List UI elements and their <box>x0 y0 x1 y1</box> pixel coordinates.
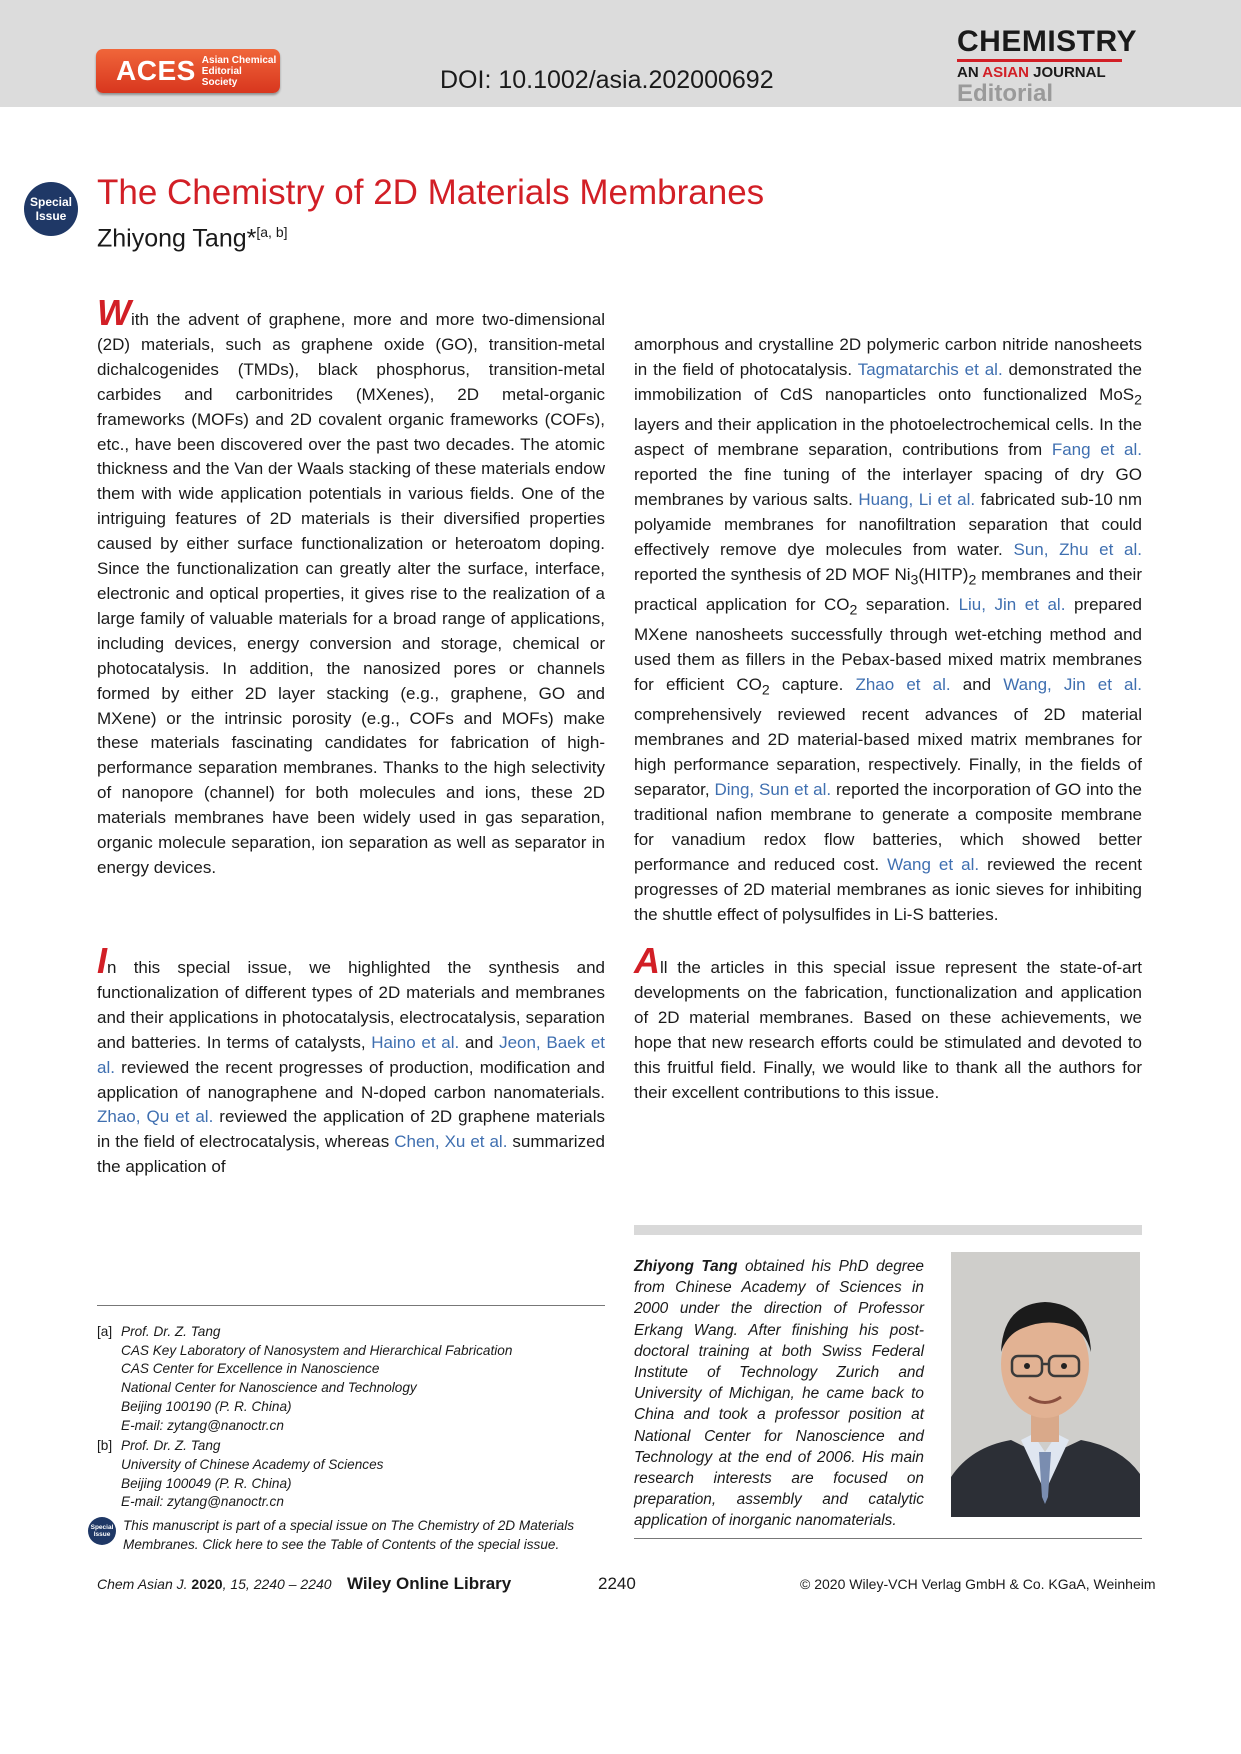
email-link-a[interactable]: E-mail: zytang@nanoctr.cn <box>121 1417 284 1433</box>
dropcap-i: I <box>97 940 108 981</box>
email-link-b[interactable]: E-mail: zytang@nanoctr.cn <box>121 1494 284 1510</box>
left-column-p1 <box>97 292 605 881</box>
doi-link[interactable]: DOI: 10.1002/asia.202000692 <box>440 66 774 94</box>
journal-logo-rule <box>957 59 1122 62</box>
affiliation-b: [b] Prof. Dr. Z. Tang University of Chinese Academy of Sciences Beijing 100049 (P. R. China) E-mail: zytang@nanoctr.cn <box>97 1437 617 1512</box>
right-column-p2 <box>634 940 1142 1105</box>
wiley-online-library-link[interactable]: Wiley Online Library <box>347 1574 512 1593</box>
bio-text: obtained his PhD degree from Chinese Academy of Sciences in 2000 under the direction of Professor Erkang Wang. After finishing his post-doctoral training at both Swiss Federal Institute of Technology Zurich and University of Michigan, he came back to China and took a professor position at National Center for Nanoscience and Technology at the end of 2006. His main research interests are focused on preparation, assembly and catalytic application of inorganic nanomaterials. <box>634 1258 924 1530</box>
footer-citation: Chem Asian J. 2020, 15, 2240 – 2240 <box>97 1576 332 1592</box>
bio-divider <box>634 1225 1142 1235</box>
paragraph-text: ith the advent of graphene, more and more two-dimensional (2D) materials, such as graphene oxide (GO), transition-metal dichalcogenides (TMDs), black phosphorus, transition-metal carbides and carbonitrides (MXenes), 2D metal-organic frameworks (MOFs) and 2D covalent organic frameworks (COFs), etc., have been discovered over the past two decades. The atomic thickness and the Van der Waals stacking of these materials endow them with wide application potentials in various fields. One of the intriguing features of 2D materials is their diversified properties caused by either surface functionalization or heteroatom doping. Since the functionalization can greatly alter the surface, interface, electronic and optical properties, it gives rise to the realization of a large family of valuable materials for a broad range of applications, including devices, energy conversion and storage, chemical or photocatalysis. In addition, the nanosized pores or channels formed by either 2D layer stacking (e.g., graphene, GO and MXene) or the intrinsic porosity (e.g., COFs and MOFs) make these materials fascinating candidates for fabrication of high-performance separation membranes. Thanks to the high selectivity of nanopore (channel) for both molecules and ions, these 2D materials membranes have been widely used in gas separation, organic molecule separation, ion separation as well as separator in energy devices. <box>97 310 605 877</box>
author-photo <box>951 1252 1140 1517</box>
dropcap-a: A <box>634 940 660 981</box>
special-issue-note[interactable] <box>88 1517 608 1554</box>
article-title: The Chemistry of 2D Materials Membranes <box>97 173 765 212</box>
special-issue-badge[interactable]: Special Issue <box>24 182 78 236</box>
ref-link-jeon-baek[interactable]: Jeon, Baek et al. <box>97 1032 606 1077</box>
ref-link-liu-jin[interactable]: Liu, Jin et al. <box>958 594 1066 614</box>
ref-link-zhao[interactable]: Zhao et al. <box>855 674 951 694</box>
copyright-notice: © 2020 Wiley-VCH Verlag GmbH & Co. KGaA, Weinheim <box>800 1576 1156 1592</box>
journal-logo-chemistry: CHEMISTRY <box>957 25 1138 58</box>
ref-link-sun-zhu[interactable]: Sun, Zhu et al. <box>1013 539 1142 559</box>
ref-link-wang-jin[interactable]: Wang, Jin et al. <box>1003 674 1143 694</box>
ref-link-wang[interactable]: Wang et al. <box>887 854 980 874</box>
footnote-divider <box>97 1305 605 1306</box>
affiliation-a: [a] Prof. Dr. Z. Tang CAS Key Laboratory of Nanosystem and Hierarchical Fabrication CAS Center for Excellence in Nanoscience National Center for Nanoscience and Technology Beijing 100190 (P. R. China) E-mail: zytang@nanoctr.cn <box>97 1323 617 1435</box>
author-line <box>97 224 288 253</box>
author-affiliation-marks: [a, b] <box>256 224 288 240</box>
aces-society-line1: Asian Chemical <box>201 54 277 66</box>
ref-link-haino[interactable]: Haino et al. <box>371 1032 460 1052</box>
special-issue-note-text[interactable]: This manuscript is part of a special issue on The Chemistry of 2D Materials Membranes. Click here to see the Table of Contents of the special issue. <box>123 1518 575 1552</box>
bio-bottom-rule <box>634 1538 1142 1539</box>
ref-link-zhao-qu[interactable]: Zhao, Qu et al. <box>97 1107 214 1127</box>
journal-logo[interactable] <box>957 25 1138 107</box>
left-column-p2: In this special issue, we highlighted the synthesis and functionalization of different types of 2D materials and membranes and their applications in photocatalysis, electrocatalysis, separation and batteries. In terms of catalysts, Haino et al. and Jeon, Baek et al. reviewed the recent progresses of production, modification and application of nanographene and N-doped carbon nanomaterials. Zhao, Qu et al. reviewed the application of 2D graphene materials in the field of electrocatalysis, whereas Chen, Xu et al. summarized the application of <box>97 940 606 1177</box>
aces-society-name <box>202 55 280 88</box>
journal-logo-subtitle: AN ASIAN JOURNAL <box>957 64 1106 81</box>
affiliations <box>97 1323 617 1512</box>
ref-link-fang[interactable]: Fang et al. <box>1051 440 1142 460</box>
section-label-editorial: Editorial <box>957 80 1054 107</box>
ref-link-chen-xu[interactable]: Chen, Xu et al. <box>394 1132 508 1152</box>
right-column-p1: amorphous and crystalline 2D polymeric carbon nitride nanosheets in the field of photocatalysis. Tagmatarchis et al. demonstrated the immobilization of CdS nanoparticles onto functionalized MoS$_2$ layers and their application in the photoelectrochemical cells. In the aspect of membrane separation, contributions from Fang et al. reported the fine tuning of the interlayer spacing of dry GO membranes by various salts. Huang, Li et al. fabricated sub-10 nm polyamide membranes for nanofiltration separation that could effectively remove dye molecules from water. Sun, Zhu et al. reported the synthesis of 2D MOF $Ni_3(HITP)_2$ membranes and their practical application for $CO_2$ separation. Liu, Jin et al. prepared MXene nanosheets successfully through wet-etching method and used them as fillers in the Pebax-based mixed matrix membranes for efficient $CO_2$ capture. Zhao et al. and Wang, Jin et al. comprehensively reviewed recent advances of 2D material membranes and 2D material-based mixed matrix membranes for high performance separation, respectively. Finally, in the fields of separator, Ding, Sun et al. reported the incorporation of GO into the traditional nafion membrane to generate a composite membrane for vanadium redox flow batteries, which showed better performance and reduced cost. Wang et al. reviewed the recent progresses of 2D material membranes as ionic sieves for inhibiting the shuttle effect of polysulfides in Li-S batteries. <box>634 335 1143 924</box>
paragraph-text: ll the articles in this special issue represent the state-of-art developments on the fabrication, functionalization and application of 2D material membranes. Based on these achievements, we hope that new research efforts could be stimulated and devoted to this fruitful field. Finally, we would like to thank all the authors for their excellent contributions to this issue. <box>634 958 1142 1102</box>
bio-name: Zhiyong Tang <box>634 1258 738 1275</box>
author-name: Zhiyong Tang* <box>97 224 257 253</box>
ref-link-huang-li[interactable]: Huang, Li et al. <box>858 489 976 509</box>
aces-acronym: ACES <box>116 55 196 86</box>
author-bio <box>634 1256 924 1532</box>
page-number: 2240 <box>598 1574 636 1593</box>
ref-link-tagmatarchis[interactable]: Tagmatarchis et al. <box>857 359 1003 379</box>
aces-logo[interactable] <box>96 49 280 93</box>
author-portrait-illustration <box>951 1252 1140 1517</box>
ref-link-ding-sun[interactable]: Ding, Sun et al. <box>714 779 832 799</box>
dropcap-w: W <box>97 292 131 333</box>
special-issue-mini-badge: Special Issue <box>88 1517 116 1545</box>
aces-society-line2: Editorial Society <box>201 65 242 88</box>
